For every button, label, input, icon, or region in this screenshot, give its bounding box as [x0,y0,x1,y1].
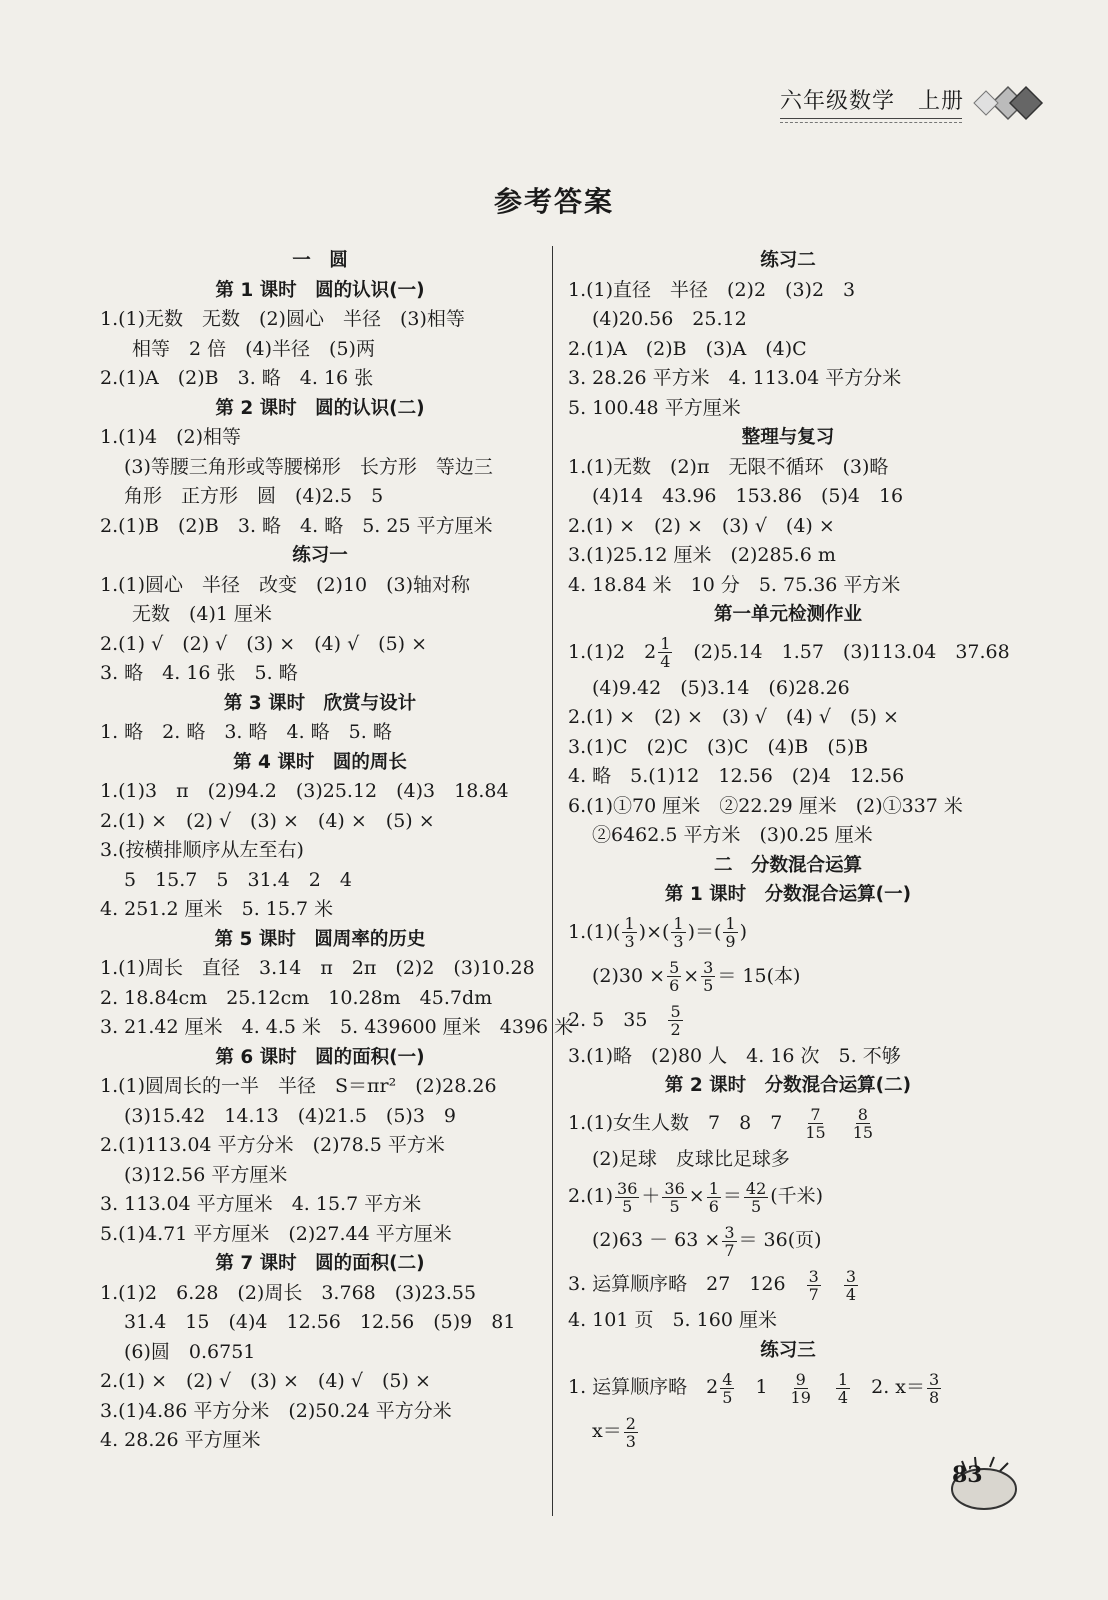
answer-line [568,998,1008,1042]
fraction-denominator: 5 [750,1196,762,1216]
answer-text: 2.(1) × (2) × (3) √ (4) × [568,514,835,537]
answer-line [568,1218,1008,1262]
fraction-numerator: 1 [725,914,736,933]
answer-text: 4. 28.26 平方厘米 [100,1429,261,1451]
fraction-numerator: 3 [808,1266,819,1286]
fraction [671,915,685,950]
answer-text: 第 1 课时 分数混合运算(一) [664,884,912,905]
answer-text: 3.(1)C (2)C (3)C (4)B (5)B [568,735,869,758]
answer-text: 3.(1)4.86 平方分米 (2)50.24 平方分米 [100,1399,452,1422]
answer-line [568,394,1008,424]
section-heading [100,276,540,306]
answer-line [568,1306,1008,1336]
answer-text: 1.(1)无数 (2)π 无限不循环 (3)略 [568,455,889,478]
answer-line [100,1367,540,1397]
fraction-denominator: 8 [929,1387,940,1407]
fraction [668,1003,682,1038]
section-heading [568,423,1008,453]
answer-text: 无数 (4)1 厘米 [132,603,273,625]
answer-line [100,1013,574,1043]
answer-text: 4. 18.84 米 10 分 5. 75.36 平方米 [568,573,901,596]
answer-text: 3. 113.04 平方厘米 4. 15.7 平方米 [100,1193,422,1215]
answer-line [568,1174,1008,1218]
answer-text: 1.(1)周长 直径 3.14 π 2π (2)2 (3)10.28 [100,957,535,979]
answer-text: 3.(1)略 (2)80 人 4. 16 次 5. 不够 [568,1044,901,1067]
answer-text: 第 3 课时 欣赏与设计 [223,692,417,714]
fraction-numerator: 1 [837,1369,849,1389]
answer-text: )×( [638,920,670,943]
section-heading [568,880,1008,910]
fraction-denominator: 5 [703,976,714,995]
answer-text: (4)14 43.96 153.86 (5)4 16 [592,485,904,507]
answer-text: 第 1 课时 圆的认识(一) [215,279,425,301]
fraction-denominator: 3 [625,1431,636,1451]
fraction-denominator: 4 [845,1284,857,1304]
answer-text: 相等 2 倍 (4)半径 (5)两 [132,337,375,360]
header-title [780,84,964,115]
answer-text: 5 15.7 5 31.4 2 4 [124,868,352,891]
answer-line [568,541,1008,571]
answer-text: 练习一 [292,545,348,566]
answer-line [100,718,540,748]
answer-text: 4. 略 5.(1)12 12.56 (2)4 12.56 [568,765,905,787]
answer-text: 5.(1)4.71 平方厘米 (2)27.44 平方厘米 [100,1222,452,1245]
fraction [836,1371,850,1406]
answer-line [568,821,1008,851]
fraction-numerator: 5 [669,958,680,977]
answer-text: 5. 100.48 平方厘米 [568,396,741,419]
answer-text: 2.(1)A (2)B 3. 略 4. 16 张 [100,367,374,389]
answer-line [100,659,540,689]
answer-text: 1.(1)直径 半径 (2)2 (3)2 3 [568,278,856,301]
answer-line [568,453,1008,483]
answer-line [100,512,540,542]
answer-text: 第 7 课时 圆的面积(二) [215,1253,425,1274]
header-volume: 上册 [918,89,965,114]
answer-text: 第 5 课时 圆周率的历史 [214,928,426,950]
answer-text: 2. x＝ [852,1376,925,1398]
header-grade: 六年级数学 [780,89,896,114]
answer-line [568,276,1008,306]
answer-text: (3)等腰三角形或等腰梯形 长方形 等边三 [124,455,493,478]
fraction-numerator: 1 [624,914,635,933]
answer-text: 3.(按横排顺序从左至右) [100,839,304,861]
header-rule [780,118,962,119]
answer-text: 1.(1)3 π (2)94.2 (3)25.12 (4)3 18.84 [100,780,509,802]
fraction [851,1106,875,1141]
answer-line [100,1279,540,1309]
answer-line [100,895,540,925]
fraction [807,1268,821,1303]
answer-text: 2. 18.84cm 25.12cm 10.28m 45.7dm [100,986,493,1009]
answer-line [568,482,1008,512]
answer-text: (2)30 × [592,964,666,987]
answer-line [100,1190,540,1220]
fraction-numerator: 3 [724,1222,735,1242]
fraction-denominator: 19 [790,1387,811,1407]
answer-text: 2.(1)B (2)B 3. 略 4. 略 5. 25 平方厘米 [100,514,493,537]
answer-line [100,600,540,630]
answer-text: 第 6 课时 圆的面积(一) [215,1046,425,1068]
answer-text: 第 4 课时 圆的周长 [233,751,407,773]
fraction [722,1224,736,1259]
answer-line [568,512,1008,542]
fraction [707,1180,721,1215]
answer-text [815,1376,834,1398]
answer-line [568,1145,1008,1175]
answer-text: 1.(1)圆心 半径 改变 (2)10 (3)轴对称 [100,573,471,596]
fraction-denominator: 5 [669,1196,680,1216]
answer-text: × [683,964,700,987]
answer-line [100,1397,540,1427]
answer-text: (4)9.42 (5)3.14 (6)28.26 [592,676,850,699]
fraction [744,1180,768,1215]
answer-line [568,762,1008,792]
answer-line [100,482,540,512]
answer-text: ) [739,920,748,943]
answer-line [100,984,540,1014]
fraction [658,635,672,670]
answer-line [568,1262,1008,1306]
answer-line [100,453,540,483]
answer-text: (2)63 － 63 × [592,1229,721,1251]
fraction-denominator: 6 [669,976,680,995]
column-divider [552,246,553,1516]
answer-text: ＝ 15(本) [717,964,801,987]
answer-line [100,1338,540,1368]
answer-text: 1.(1)4 (2)相等 [100,426,242,448]
section-heading [568,1336,1008,1366]
answer-text: (3)12.56 平方厘米 [124,1163,288,1186]
answer-text: 3. 运算顺序略 27 126 [568,1273,805,1295]
fraction-numerator: 3 [929,1369,940,1389]
answer-line [100,1131,540,1161]
answers-left-column [100,246,574,1456]
answer-text: 练习二 [760,250,816,271]
fraction [662,1180,686,1215]
section-heading [100,925,540,955]
fraction-denominator: 4 [837,1387,849,1407]
answer-text: 1.(1)( [568,920,621,943]
answer-text: 31.4 15 (4)4 12.56 12.56 (5)9 81 [124,1311,516,1333]
fraction [927,1371,941,1406]
answer-text: 1.(1)2 6.28 (2)周长 3.768 (3)23.55 [100,1281,477,1304]
answer-text: 一 圆 [292,250,348,271]
section-heading [100,394,540,424]
fraction-denominator: 15 [805,1123,826,1142]
answer-text: 2.(1)A (2)B (3)A (4)C [568,337,807,360]
fraction [624,1415,638,1450]
answers-right-column [568,246,1008,1453]
answer-text: 整理与复习 [741,427,835,448]
answer-line [100,571,540,601]
fraction-numerator: 36 [664,1178,685,1198]
answer-text: (3)15.42 14.13 (4)21.5 (5)3 9 [124,1104,457,1127]
answer-line [100,1161,540,1191]
answer-text: 4. 101 页 5. 160 厘米 [568,1309,777,1331]
answer-line [100,630,540,660]
fraction-numerator: 3 [703,958,714,977]
section-heading [568,600,1008,630]
answer-text: 第 2 课时 圆的认识(二) [215,397,425,419]
answer-text: 1. 运算顺序略 2 [568,1376,719,1398]
answer-text: 3. 21.42 厘米 4. 4.5 米 5. 439600 厘米 4396 米 [100,1016,574,1038]
diamond-decoration-icon [970,78,1050,128]
answer-text: 1 [736,1376,787,1398]
answer-line [100,1426,540,1456]
answer-text: × [688,1185,705,1207]
answer-text: 1.(1)圆周长的一半 半径 S＝πr² (2)28.26 [100,1075,497,1097]
answer-text: x＝ [592,1420,622,1442]
answer-text: (6)圆 0.6751 [124,1340,256,1363]
fraction-numerator: 1 [660,634,671,653]
answer-line [100,777,540,807]
answer-line [100,1102,540,1132]
answer-line [568,733,1008,763]
answer-text: 3. 28.26 平方米 4. 113.04 平方分米 [568,367,902,389]
answer-line [100,866,540,896]
answer-text: ②6462.5 平方米 (3)0.25 厘米 [592,824,873,846]
fraction [720,1371,734,1406]
fraction [803,1106,827,1141]
fraction-denominator: 15 [852,1123,874,1142]
section-heading [100,689,540,719]
answer-text: )＝( [687,920,722,943]
fraction-denominator: 5 [622,1196,633,1216]
answer-line [568,1101,1008,1145]
answer-text: 2.(1)113.04 平方分米 (2)78.5 平方米 [100,1134,445,1156]
fraction-denominator: 3 [673,932,684,951]
answer-text: 2. 5 35 [568,1008,667,1031]
answer-text: 2.(1) √ (2) √ (3) × (4) √ (5) × [100,632,428,655]
header-rule-dashed [780,122,962,123]
answer-text: 练习三 [760,1339,816,1361]
answer-text: (4)20.56 25.12 [592,308,747,330]
answer-text: 第一单元检测作业 [713,604,862,625]
section-heading [100,541,540,571]
answer-line [100,305,540,335]
fraction-numerator: 5 [670,1002,681,1021]
fraction-numerator: 7 [810,1105,821,1124]
answer-line [568,364,1008,394]
answer-line [100,1308,540,1338]
answer-line [568,792,1008,822]
fraction-denominator: 7 [724,1240,735,1260]
answer-line [568,1365,1008,1409]
answer-text: 3. 略 4. 16 张 5. 略 [100,662,298,684]
answer-line [568,1409,1008,1453]
fraction-denominator: 3 [624,932,635,951]
fraction [667,959,681,994]
section-heading [100,1249,540,1279]
answer-text: (2)足球 皮球比足球多 [592,1147,790,1170]
answer-line [100,836,540,866]
answer-text: 2.(1) × (2) √ (3) × (4) √ (5) × [100,1370,431,1392]
answer-line [568,305,1008,335]
page-title: 参考答案 [493,185,614,218]
answer-text: 4. 251.2 厘米 5. 15.7 米 [100,898,334,920]
fraction-numerator: 1 [673,914,684,933]
fraction [723,915,737,950]
section-heading [568,246,1008,276]
fraction-numerator: 9 [795,1369,806,1389]
section-heading [100,246,540,276]
answer-text: 3.(1)25.12 厘米 (2)285.6 m [568,544,836,566]
answer-text: (2)5.14 1.57 (3)113.04 37.68 [674,640,1010,663]
answer-text: 1.(1)无数 无数 (2)圆心 半径 (3)相等 [100,308,465,330]
answer-line [100,335,540,365]
answer-text: ＝ [722,1185,742,1207]
answer-line [568,1042,1008,1072]
fraction-numerator: 2 [625,1413,636,1433]
page-number: 83 [952,1462,983,1488]
answer-line [100,954,540,984]
section-heading [568,851,1008,881]
answer-line [568,571,1008,601]
answer-text: ＋ [641,1185,661,1207]
fraction [622,915,636,950]
answer-line [568,630,1008,674]
answer-text: 第 2 课时 分数混合运算(二) [664,1075,912,1096]
answer-text: 2.(1) [568,1185,614,1207]
answer-line [568,674,1008,704]
answer-text: (千米) [770,1185,824,1207]
section-heading [100,1043,540,1073]
fraction [789,1371,813,1406]
fraction [615,1180,639,1215]
fraction-denominator: 6 [708,1196,719,1216]
fraction [844,1268,858,1303]
answer-text: ＝ 36(页) [738,1229,822,1251]
fraction-denominator: 4 [660,652,671,671]
answer-line [100,364,540,394]
fraction-numerator: 42 [745,1178,767,1198]
fraction-numerator: 8 [857,1105,868,1124]
fraction-denominator: 9 [725,932,736,951]
answer-line [568,910,1008,954]
answer-line [568,335,1008,365]
fraction-numerator: 4 [722,1369,733,1389]
answer-text: 2.(1) × (2) √ (3) × (4) × (5) × [100,809,435,832]
answer-text: 1.(1)2 2 [568,640,657,663]
answer-text: 角形 正方形 圆 (4)2.5 5 [124,485,384,507]
answer-text [823,1273,842,1295]
fraction-denominator: 7 [808,1284,819,1304]
fraction-numerator: 36 [617,1178,638,1198]
answer-line [100,1072,540,1102]
answer-text [830,1112,849,1134]
answer-line [100,1220,540,1250]
answer-text: 二 分数混合运算 [713,854,862,876]
answer-line [100,807,540,837]
answer-line [100,423,540,453]
answer-line [568,703,1008,733]
section-heading [100,748,540,778]
fraction-denominator: 2 [670,1020,681,1039]
fraction-numerator: 1 [708,1178,719,1198]
answer-line [568,954,1008,998]
answer-text: 1. 略 2. 略 3. 略 4. 略 5. 略 [100,721,392,743]
section-heading [568,1071,1008,1101]
fraction-denominator: 5 [722,1387,733,1407]
answer-text: 2.(1) × (2) × (3) √ (4) √ (5) × [568,706,899,728]
fraction [701,959,715,994]
answer-text: 1.(1)女生人数 7 8 7 [568,1111,802,1134]
fraction-numerator: 3 [845,1266,857,1286]
answer-text: 6.(1)①70 厘米 ②22.29 厘米 (2)①337 米 [568,794,963,817]
